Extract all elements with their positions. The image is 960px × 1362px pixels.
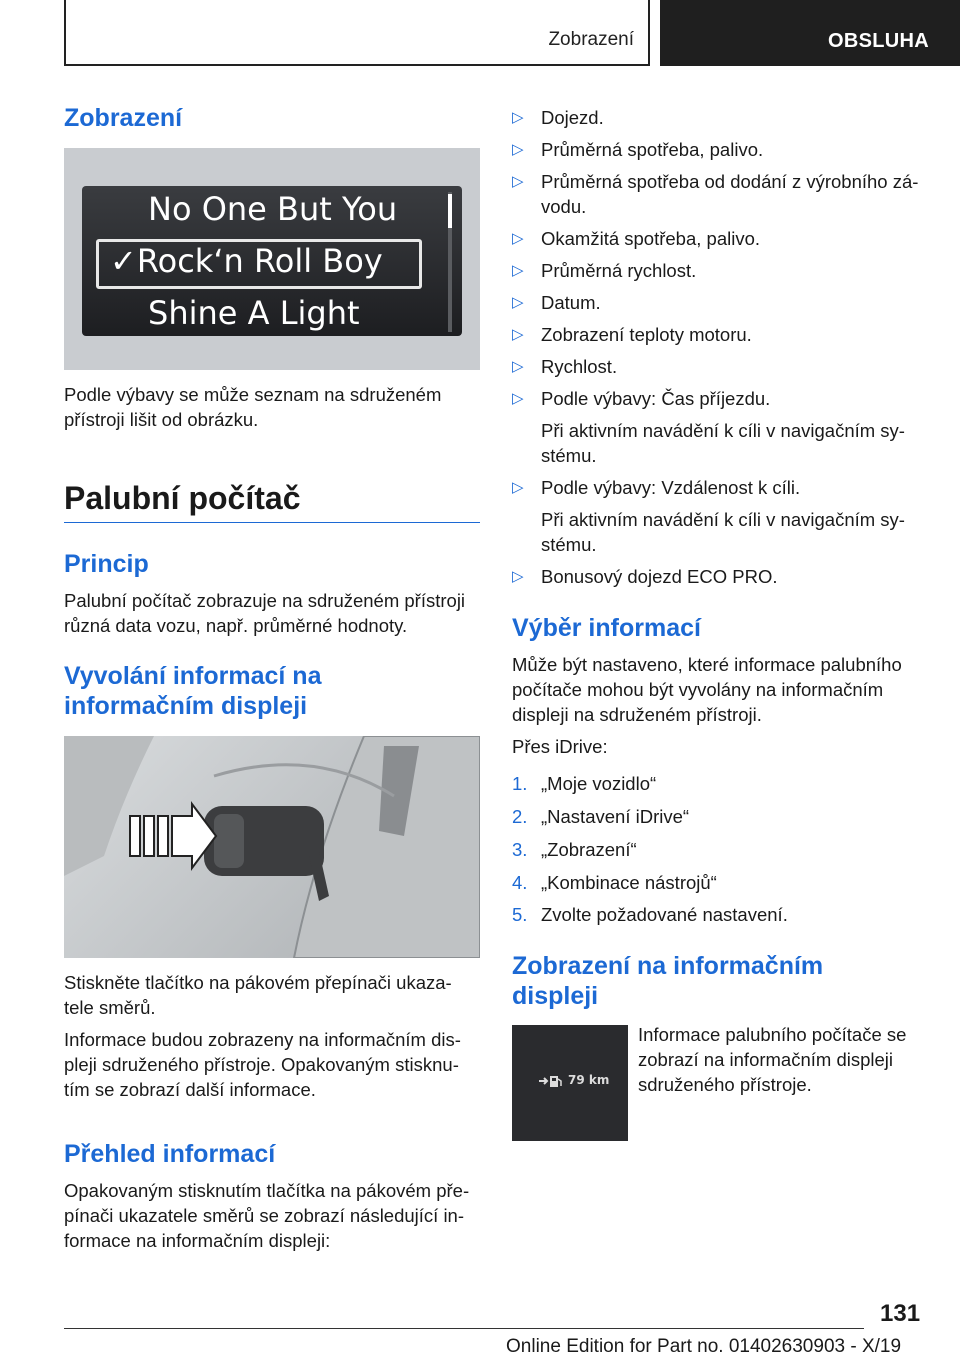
para-zobrazeni-3: sdruženého přístroje. — [638, 1074, 812, 1095]
para-stisk-1: Stiskněte tlačítko na pákovém přepínači ukaza‐ — [64, 972, 452, 993]
list-item-continuation: vodu. — [541, 196, 587, 217]
bullet-triangle-icon: ▷ — [512, 479, 524, 496]
footer-rule — [64, 1328, 864, 1329]
bullet-triangle-icon: ▷ — [512, 262, 524, 279]
bullet-triangle-icon: ▷ — [512, 390, 524, 407]
para-info-1: Informace budou zobrazeny na informačním dis‐ — [64, 1029, 461, 1050]
page-number: 131 — [880, 1300, 921, 1327]
para-prehled-2: pínači ukazatele směrů se zobrazí následující in‐ — [64, 1205, 465, 1226]
header-chapter-label: OBSLUHA — [828, 30, 929, 52]
heading-vyvolani-2: informačním displeji — [64, 692, 308, 720]
heading-zobrazeni-info-2: displeji — [512, 982, 599, 1010]
para-prehled-3: formace na informačním displeji: — [64, 1230, 331, 1251]
display-line-1: No One But You — [148, 190, 398, 228]
para-info-3: tím se zobrazí další informace. — [64, 1079, 316, 1100]
para-zobrazeni-1: Informace palubního počítače se — [638, 1024, 907, 1045]
bullet-triangle-icon: ▷ — [512, 230, 524, 247]
bullet-triangle-icon: ▷ — [512, 173, 524, 190]
para-prehled-1: Opakovaným stisknutím tlačítka na pákovém pře‐ — [64, 1180, 470, 1201]
bullet-triangle-icon: ▷ — [512, 358, 524, 375]
para-seznam-1: Podle výbavy se může seznam na sdruženém — [64, 384, 442, 405]
display-line-3: Shine A Light — [148, 294, 360, 332]
list-item-note: stému. — [541, 445, 597, 466]
para-seznam-2: přístroji lišit od obrázku. — [64, 409, 259, 430]
heading-prehled: Přehled informací — [64, 1140, 276, 1168]
display-screen — [82, 186, 462, 336]
display-line-2: ✓Rock‘n Roll Boy — [110, 242, 383, 280]
stalk-illustration — [64, 736, 480, 958]
display-scrollbar-thumb — [448, 194, 452, 228]
para-princip-2: různá data vozu, např. průměrné hodnoty. — [64, 615, 408, 636]
list-item-note: stému. — [541, 534, 597, 555]
bullet-triangle-icon: ▷ — [512, 294, 524, 311]
heading-zobrazeni-info-1: Zobrazení na informačním — [512, 952, 824, 980]
edition-text: Online Edition for Part no. 01402630903 - X/19 — [506, 1336, 902, 1357]
bullet-triangle-icon: ▷ — [512, 568, 524, 585]
para-stisk-2: tele směrů. — [64, 997, 156, 1018]
header-chapter-tab — [660, 0, 960, 66]
para-vyber-1: Může být nastaveno, které informace palubního — [512, 654, 902, 675]
indicator-stalk-image — [64, 736, 480, 958]
range-display-image — [512, 1025, 628, 1141]
header-section-tab — [64, 0, 650, 66]
bullet-triangle-icon: ▷ — [512, 141, 524, 158]
bullet-triangle-icon: ▷ — [512, 326, 524, 343]
heading-princip: Princip — [64, 550, 149, 578]
heading-vyvolani-1: Vyvolání informací na — [64, 662, 322, 690]
header-section-label: Zobrazení — [548, 29, 634, 50]
list-item-note: Při aktivním navádění k cíli v navigačním sy‐ — [541, 420, 905, 441]
display-image — [64, 148, 480, 370]
bullet-triangle-icon: ▷ — [512, 109, 524, 126]
heading-palubni-pocitac: Palubní počítač — [64, 480, 301, 516]
para-princip-1: Palubní počítač zobrazuje na sdruženém přístroji — [64, 590, 466, 611]
para-zobrazeni-2: zobrazí na informačním displeji — [638, 1049, 893, 1070]
heading-zobrazeni: Zobrazení — [64, 104, 183, 132]
para-idrive: Přes iDrive: — [512, 736, 608, 757]
para-vyber-3: displeji na sdruženém přístroji. — [512, 704, 762, 725]
para-info-2: pleji sdruženého přístroje. Opakovaným stisknu‐ — [64, 1054, 459, 1075]
heading-vyber: Výběr informací — [512, 614, 701, 642]
heading-rule — [64, 522, 480, 523]
list-item-note: Při aktivním navádění k cíli v navigačním sy‐ — [541, 509, 905, 530]
fuel-range-icon — [538, 1073, 564, 1089]
para-vyber-2: počítače mohou být vyvolány na informačním — [512, 679, 884, 700]
range-display-value: 79 km — [568, 1073, 610, 1087]
